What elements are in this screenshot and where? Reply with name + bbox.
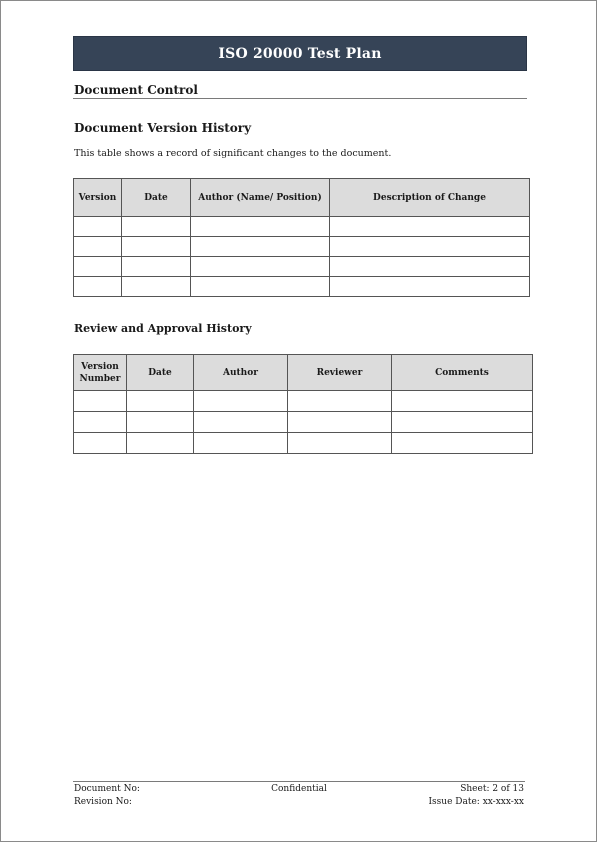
footer-issue-date: Issue Date: xx-xxx-xx <box>428 797 524 807</box>
version-history-table <box>73 178 530 297</box>
document-title: ISO 20000 Test Plan <box>218 45 382 62</box>
table-cell[interactable] <box>194 412 288 433</box>
col-header-author: Author (Name/ Position) <box>191 179 330 217</box>
table-row <box>74 391 533 412</box>
table-row <box>74 237 530 257</box>
page-footer <box>74 783 524 809</box>
footer-document-no: Document No: <box>74 784 140 794</box>
table-cell[interactable] <box>127 433 194 454</box>
table-header-row <box>74 179 530 217</box>
section-divider <box>73 98 527 99</box>
col-header-reviewer: Reviewer <box>288 355 392 391</box>
table-cell[interactable] <box>191 237 330 257</box>
table-cell[interactable] <box>74 391 127 412</box>
table-cell[interactable] <box>191 277 330 297</box>
table-cell[interactable] <box>122 277 191 297</box>
table-row <box>74 277 530 297</box>
table-cell[interactable] <box>288 412 392 433</box>
col-header-version: Version <box>74 179 122 217</box>
document-title-bar <box>73 36 527 71</box>
table-cell[interactable] <box>392 391 533 412</box>
col-header-description: Description of Change <box>330 179 530 217</box>
footer-confidential: Confidential <box>271 784 327 794</box>
table-cell[interactable] <box>191 217 330 237</box>
table-cell[interactable] <box>74 433 127 454</box>
table-cell[interactable] <box>122 217 191 237</box>
table-cell[interactable] <box>288 433 392 454</box>
col-header-date: Date <box>122 179 191 217</box>
table-row <box>74 217 530 237</box>
footer-spacer <box>224 796 374 809</box>
col-header-version-number: Version Number <box>74 355 127 391</box>
col-header-comments: Comments <box>392 355 533 391</box>
table-cell[interactable] <box>191 257 330 277</box>
table-row <box>74 257 530 277</box>
table-cell[interactable] <box>330 277 530 297</box>
table-header-row <box>74 355 533 391</box>
version-history-heading: Document Version History <box>74 121 252 135</box>
table-cell[interactable] <box>74 237 122 257</box>
table-row <box>74 412 533 433</box>
table-cell[interactable] <box>288 391 392 412</box>
footer-sheet: Sheet: 2 of 13 <box>460 784 524 794</box>
version-history-intro: This table shows a record of significant changes to the document. <box>74 148 392 159</box>
col-header-author: Author <box>194 355 288 391</box>
footer-revision-no: Revision No: <box>74 797 132 807</box>
table-cell[interactable] <box>127 391 194 412</box>
table-cell[interactable] <box>392 433 533 454</box>
table-cell[interactable] <box>330 217 530 237</box>
col-header-date: Date <box>127 355 194 391</box>
table-cell[interactable] <box>122 257 191 277</box>
review-history-heading: Review and Approval History <box>74 322 252 335</box>
table-cell[interactable] <box>74 257 122 277</box>
table-cell[interactable] <box>330 237 530 257</box>
review-history-table <box>73 354 533 454</box>
table-cell[interactable] <box>74 277 122 297</box>
table-cell[interactable] <box>194 433 288 454</box>
table-cell[interactable] <box>122 237 191 257</box>
table-cell[interactable] <box>194 391 288 412</box>
table-cell[interactable] <box>330 257 530 277</box>
table-cell[interactable] <box>127 412 194 433</box>
table-cell[interactable] <box>74 217 122 237</box>
table-row <box>74 433 533 454</box>
table-cell[interactable] <box>392 412 533 433</box>
document-control-heading: Document Control <box>74 83 198 97</box>
table-cell[interactable] <box>74 412 127 433</box>
footer-divider <box>73 781 525 782</box>
